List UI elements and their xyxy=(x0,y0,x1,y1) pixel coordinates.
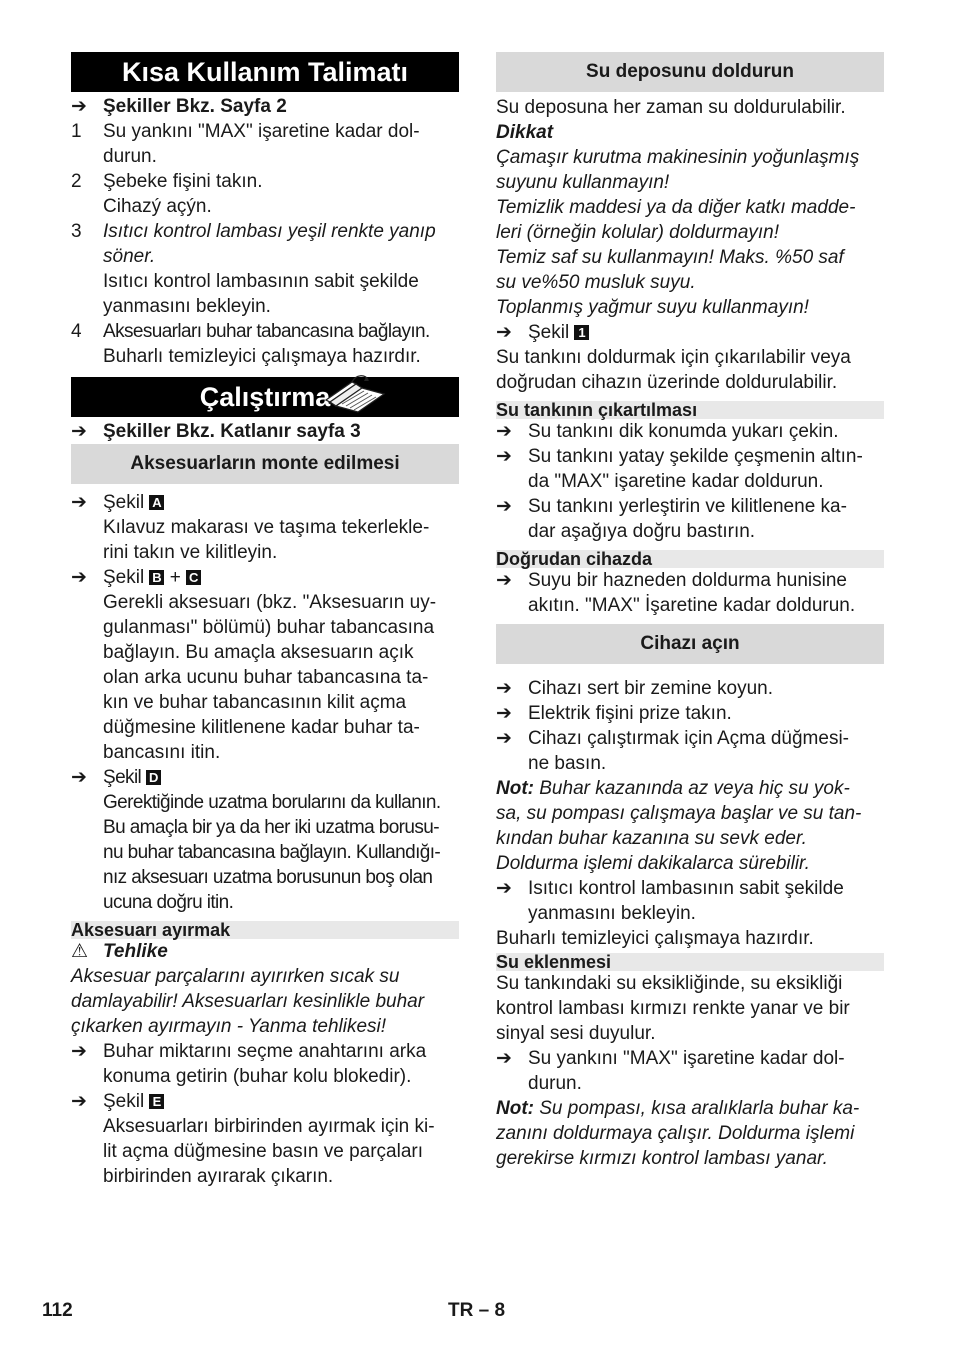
arrow-right-icon: ➔ xyxy=(496,678,512,699)
figure-badge: E xyxy=(149,1094,164,1109)
subsection-remove-tank: Su tankının çıkartılması xyxy=(496,401,884,419)
arrow-right-icon: ➔ xyxy=(71,1091,87,1112)
figure-reference: ➔ Şekiller Bkz. Sayfa 2 xyxy=(71,96,287,117)
step-item: 1 Su yankını "MAX" işaretine kadar dol- durun. xyxy=(71,121,420,167)
step-item: 3 Isıtıcı kontrol lambası yeşil renkte yanıp söner. Isıtıcı kontrol lambasının sabit şekilde yanmasını bekleyin. xyxy=(71,221,436,317)
instruction-item: ➔ Su yankını "MAX" işaretine kadar dol- durun. xyxy=(496,1048,845,1094)
figure-badge: A xyxy=(149,495,164,510)
subsection-fill-water-tank: Su deposunu doldurun xyxy=(496,52,884,92)
arrow-right-icon: ➔ xyxy=(496,703,512,724)
caution-label: Dikkat xyxy=(496,122,554,143)
instruction-item: ➔ Elektrik fişini prize takın. xyxy=(496,703,732,724)
instruction-item: ➔ Isıtıcı kontrol lambasının sabit şekilde yanmasını bekleyin. xyxy=(496,878,844,924)
figure-reference: ➔ Şekiller Bkz. Katlanır sayfa 3 xyxy=(71,421,361,442)
instruction-item: ➔ Buhar miktarını seçme anahtarını arka konuma getirin (buhar kolu blokedir). xyxy=(71,1041,427,1087)
arrow-right-icon: ➔ xyxy=(496,446,512,467)
instruction-item: ➔ Şekil 1 xyxy=(496,320,884,345)
section-title-quick-guide: Kısa Kullanım Talimatı xyxy=(71,52,459,92)
caution-text: Çamaşır kurutma makinesinin yoğunlaşmış suyunu kullanmayın! Temizlik maddesi ya da diğer katkı madde- leri (örneğin kolular) doldurmayın! Temiz saf su kullanmayın! Maks. %50 saf su ve%50 musluk suyu. Toplanmış yağmur suyu kullanmayın! xyxy=(496,147,860,318)
instruction-item: ➔ Şekil B + C Gerekli aksesuarı (bkz. "Aksesuarın uy- gulanması" bölümü) buhar tabancasına bağlayın. Bu amaçla aksesuarın açık olan arka ucunu buhar tabancasına ta- kın ve buhar tabancasının kilit açma düğmesine kilitlenene kadar buhar ta- bancasını itin. xyxy=(71,567,437,763)
arrow-right-icon: ➔ xyxy=(496,878,512,899)
arrow-right-icon: ➔ xyxy=(496,421,512,442)
instruction-item: ➔ Su tankını yerleştirin ve kilitlenene ka- dar aşağıya doğru bastırın. xyxy=(496,496,847,542)
arrow-right-icon: ➔ xyxy=(71,567,87,588)
instruction-item: ➔ Suyu bir hazneden doldurma hunisine akıtın. "MAX" İşaretine kadar doldurun. xyxy=(496,570,856,616)
instruction-item: ➔ Şekil E Aksesuarları birbirinden ayırmak için ki- lit açma düğmesine basın ve parçaları birbirinden ayırarak çıkarın. xyxy=(71,1091,435,1187)
arrow-right-icon: ➔ xyxy=(71,96,87,117)
note-text: Not: Buhar kazanında az veya hiç su yok- sa, su pompası çalışmaya başlar ve su tan- kından buhar kazanına su sevk eder. Doldurma işlemi dakikalarca sürebilir. xyxy=(496,778,862,874)
page-label: TR – 8 xyxy=(448,1300,506,1321)
subsection-switch-on: Cihazı açın xyxy=(496,624,884,664)
subsection-mount-accessories: Aksesuarların monte edilmesi xyxy=(71,444,459,484)
arrow-right-icon: ➔ xyxy=(496,728,512,749)
instruction-item: ➔ Cihazı çalıştırmak için Açma düğmesi- ne basın. xyxy=(496,728,849,774)
arrow-right-icon: ➔ xyxy=(496,496,512,517)
arrow-right-icon: ➔ xyxy=(71,1041,87,1062)
instruction-item: ➔ Cihazı sert bir zemine koyun. xyxy=(496,678,773,699)
book-icon xyxy=(322,370,388,414)
arrow-right-icon: ➔ xyxy=(496,1048,512,1069)
section-title-operation: Çalıştırma xyxy=(71,377,459,417)
arrow-right-icon: ➔ xyxy=(496,322,512,343)
arrow-right-icon: ➔ xyxy=(496,570,512,591)
subsection-add-water: Su eklenmesi xyxy=(496,953,884,971)
left-column xyxy=(71,52,459,1189)
warning-heading: ⚠ Tehlike xyxy=(71,941,168,962)
instruction-item: ➔ Su tankını yatay şekilde çeşmenin altın- da "MAX" işaretine kadar doldurun. xyxy=(496,446,863,492)
step-item: 2 Şebeke fişini takın. Cihazý açýn. xyxy=(71,171,263,217)
subsection-remove-accessory: Aksesuarı ayırmak xyxy=(71,921,459,939)
instruction-item: ➔ Şekil A Kılavuz makarası ve taşıma tekerlekle- rini takın ve kilitleyin. xyxy=(71,492,430,563)
note-text: Not: Su pompası, kısa aralıklarla buhar ka- zanını doldurmaya çalışır. Doldurma işlemi gerekirse kırmızı kontrol lambası yanar. xyxy=(496,1098,860,1169)
figure-badge: 1 xyxy=(574,325,589,340)
instruction-item: ➔ Su tankını dik konumda yukarı çekin. xyxy=(496,421,839,442)
warning-text: Aksesuar parçalarını ayırırken sıcak su damlayabilir! Aksesuarları kesinlikle buhar çıkarken ayırmayın - Yanma tehlikesi! xyxy=(71,966,425,1037)
arrow-right-icon: ➔ xyxy=(71,492,87,513)
right-column: Su deposunu doldurun Su deposuna her zaman su doldurulabilir. Dikkat Çamaşır kurutma makinesinin yoğunlaşmış suyunu kullanmayın! Temizlik maddesi ya da diğer katkı madde- leri (örneğin kolular) doldurmayın! Temiz saf su kullanmayın! Maks. %50 saf su ve%50 musluk suyu. Toplanmış yağmur suyu kullanmayın! ➔ Şekil 1 Su tankını doldurmak için çıkarılabilir veya doğrudan cihazın üzerinde doldurulabilir. Su tankının çıkartılması ➔ Su tankını dik konumda yukarı çekin. ➔ Su tankını yatay şekilde çeşmenin altın- da "MAX" işaretine kadar doldurun. ➔ Su tankını yerleştirin ve kilitlenene ka- dar aşağıya doğru bastırın. Doğrudan cihazda ➔ Suyu bir hazneden doldurma hunisine akıtın. "MAX" İşaretine kadar doldurun. Cihazı açın ➔ Cihazı sert bir zemine koyun. ➔ Elektrik fişini prize takın. ➔ Cihazı çalıştırmak için Açma düğmesi- ne basın. Not: Buhar kazanında az veya hiç su yok- sa, su pompası çalışmaya başlar ve su tan- kından buhar kazanına su sevk eder. Doldurma işlemi dakikalarca sürebilir. ➔ Isıtıcı kontrol lambasının sabit şekilde yanmasını bekleyin. Buharlı temizleyici çalışmaya hazırdır. Su eklenmesi Su tankındaki su eksikliğinde, su eksikliği kontrol lambası kırmızı renkte yanar ve bir sinyal sesi duyulur. ➔ Su yankını "MAX" işaretine kadar dol- durun. Not: Su pompası, kısa aralıklarla buhar ka- zanını doldurmaya çalışır. Doldurma işlemi gerekirse kırmızı kontrol lambası yanar. xyxy=(496,52,884,1171)
page-number: 112 xyxy=(42,1300,73,1321)
figure-badge: C xyxy=(186,570,201,585)
figure-badge: B xyxy=(149,570,164,585)
figure-badge: D xyxy=(146,770,161,785)
warning-triangle-icon: ⚠ xyxy=(71,941,89,962)
step-item: 4 Aksesuarları buhar tabancasına bağlayın. Buharlı temizleyici çalışmaya hazırdır. xyxy=(71,321,430,367)
instruction-item: ➔ Şekil D Gerektiğinde uzatma borularını da kullanın. Bu amaçla bir ya da her iki uzatma borusu- nu buhar tabancasına bağlayın. Kullandığı- nız aksesuarı uzatma borusunun boş olan ucuna doğru itin. xyxy=(71,767,441,913)
arrow-right-icon: ➔ xyxy=(71,421,87,442)
subsection-direct-fill: Doğrudan cihazda xyxy=(496,550,884,568)
arrow-right-icon: ➔ xyxy=(71,767,87,788)
